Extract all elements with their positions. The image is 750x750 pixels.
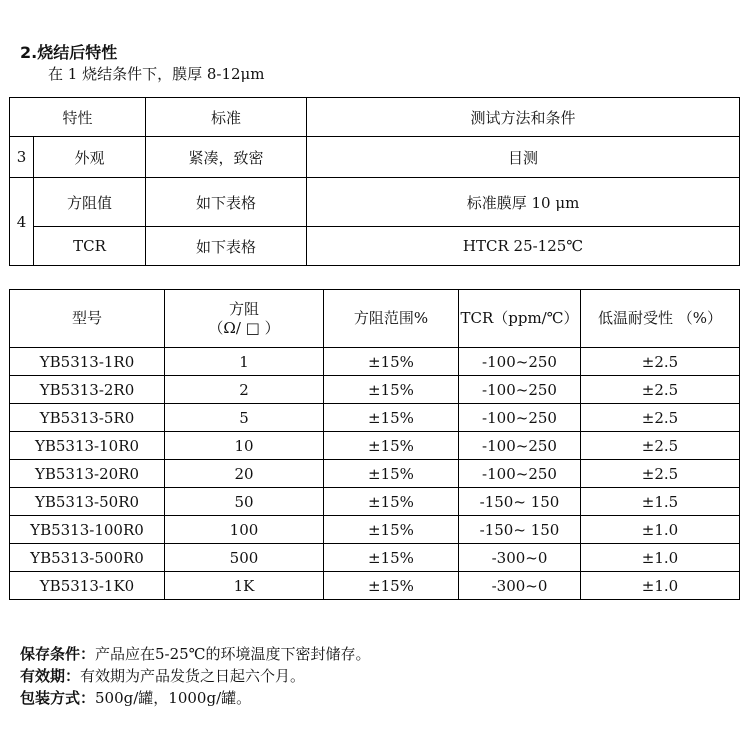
sintering-condition-text: 在 1 烧结条件下，膜厚 8-12μm bbox=[48, 65, 265, 83]
header-standard: 标准 bbox=[146, 98, 307, 137]
range-cell: ±15% bbox=[324, 376, 459, 404]
row-number: 3 bbox=[10, 137, 34, 178]
standard-cell: 如下表格 bbox=[146, 227, 307, 266]
range-cell: ±15% bbox=[324, 432, 459, 460]
tcr-cell: -300~0 bbox=[459, 572, 581, 600]
characteristics-table bbox=[9, 97, 740, 266]
table-row bbox=[10, 348, 740, 376]
resistance-cell: 2 bbox=[165, 376, 324, 404]
packing-label: 包装方式： bbox=[20, 689, 96, 707]
method-cell: 标准膜厚 10 μm bbox=[307, 178, 740, 227]
table-row bbox=[10, 544, 740, 572]
header-test-method: 测试方法和条件 bbox=[307, 98, 740, 137]
header-tcr: TCR（ppm/℃） bbox=[459, 290, 581, 348]
tcr-cell: -100~250 bbox=[459, 404, 581, 432]
range-cell: ±15% bbox=[324, 460, 459, 488]
storage-text: 产品应在5-25℃的环境温度下密封储存。 bbox=[95, 645, 371, 663]
table-row bbox=[10, 488, 740, 516]
characteristic-cell: 方阻值 bbox=[34, 178, 146, 227]
sheet-resistance-label: 方阻 bbox=[228, 299, 259, 318]
low-temp-cell: ±2.5 bbox=[581, 432, 740, 460]
resistance-cell: 20 bbox=[165, 460, 324, 488]
resistance-cell: 100 bbox=[165, 516, 324, 544]
characteristic-cell: TCR bbox=[34, 227, 146, 266]
tcr-cell: -300~0 bbox=[459, 544, 581, 572]
table-row bbox=[10, 460, 740, 488]
table-row bbox=[10, 516, 740, 544]
range-cell: ±15% bbox=[324, 572, 459, 600]
validity-text: 有效期为产品发货之日起六个月。 bbox=[80, 667, 306, 685]
table-row bbox=[10, 137, 740, 178]
low-temp-cell: ±2.5 bbox=[581, 348, 740, 376]
model-cell: YB5313-2R0 bbox=[10, 376, 165, 404]
storage-condition bbox=[20, 643, 371, 664]
low-temp-cell: ±2.5 bbox=[581, 404, 740, 432]
table-row bbox=[10, 432, 740, 460]
range-cell: ±15% bbox=[324, 404, 459, 432]
low-temp-cell: ±2.5 bbox=[581, 376, 740, 404]
model-spec-table bbox=[9, 289, 740, 600]
header-sheet-resistance bbox=[165, 290, 324, 348]
validity-period bbox=[20, 665, 305, 686]
characteristic-cell: 外观 bbox=[34, 137, 146, 178]
method-cell: 目测 bbox=[307, 137, 740, 178]
resistance-cell: 50 bbox=[165, 488, 324, 516]
low-temp-cell: ±1.0 bbox=[581, 544, 740, 572]
tcr-cell: -100~250 bbox=[459, 432, 581, 460]
section-heading: 2.烧结后特性 bbox=[20, 43, 118, 62]
packing-text: 500g/罐，1000g/罐。 bbox=[95, 689, 252, 707]
model-cell: YB5313-10R0 bbox=[10, 432, 165, 460]
row-number: 4 bbox=[10, 178, 34, 266]
table-row bbox=[10, 572, 740, 600]
low-temp-cell: ±1.0 bbox=[581, 572, 740, 600]
table-header-row bbox=[10, 290, 740, 348]
header-model: 型号 bbox=[10, 290, 165, 348]
resistance-cell: 10 bbox=[165, 432, 324, 460]
standard-cell: 如下表格 bbox=[146, 178, 307, 227]
table-row bbox=[10, 404, 740, 432]
resistance-cell: 1 bbox=[165, 348, 324, 376]
storage-label: 保存条件： bbox=[20, 645, 96, 663]
range-cell: ±15% bbox=[324, 516, 459, 544]
packing-method bbox=[20, 687, 251, 708]
validity-label: 有效期： bbox=[20, 667, 81, 685]
method-cell: HTCR 25-125℃ bbox=[307, 227, 740, 266]
table-row bbox=[10, 178, 740, 227]
header-characteristic: 特性 bbox=[10, 98, 146, 137]
tcr-cell: -100~250 bbox=[459, 348, 581, 376]
tcr-cell: -100~250 bbox=[459, 460, 581, 488]
range-cell: ±15% bbox=[324, 348, 459, 376]
model-cell: YB5313-500R0 bbox=[10, 544, 165, 572]
resistance-cell: 5 bbox=[165, 404, 324, 432]
low-temp-cell: ±2.5 bbox=[581, 460, 740, 488]
resistance-cell: 1K bbox=[165, 572, 324, 600]
header-low-temp: 低温耐受性 （%） bbox=[581, 290, 740, 348]
table-row bbox=[10, 227, 740, 266]
standard-cell: 紧凑，致密 bbox=[146, 137, 307, 178]
header-resistance-range: 方阻范围% bbox=[324, 290, 459, 348]
tcr-cell: -150~ 150 bbox=[459, 516, 581, 544]
model-cell: YB5313-1K0 bbox=[10, 572, 165, 600]
resistance-cell: 500 bbox=[165, 544, 324, 572]
low-temp-cell: ±1.0 bbox=[581, 516, 740, 544]
range-cell: ±15% bbox=[324, 488, 459, 516]
tcr-cell: -150~ 150 bbox=[459, 488, 581, 516]
tcr-cell: -100~250 bbox=[459, 376, 581, 404]
range-cell: ±15% bbox=[324, 544, 459, 572]
model-cell: YB5313-1R0 bbox=[10, 348, 165, 376]
model-cell: YB5313-20R0 bbox=[10, 460, 165, 488]
model-cell: YB5313-100R0 bbox=[10, 516, 165, 544]
model-cell: YB5313-5R0 bbox=[10, 404, 165, 432]
low-temp-cell: ±1.5 bbox=[581, 488, 740, 516]
model-cell: YB5313-50R0 bbox=[10, 488, 165, 516]
sheet-resistance-unit: （Ω/ □ ） bbox=[208, 318, 280, 337]
table-header-row bbox=[10, 98, 740, 137]
table-row bbox=[10, 376, 740, 404]
